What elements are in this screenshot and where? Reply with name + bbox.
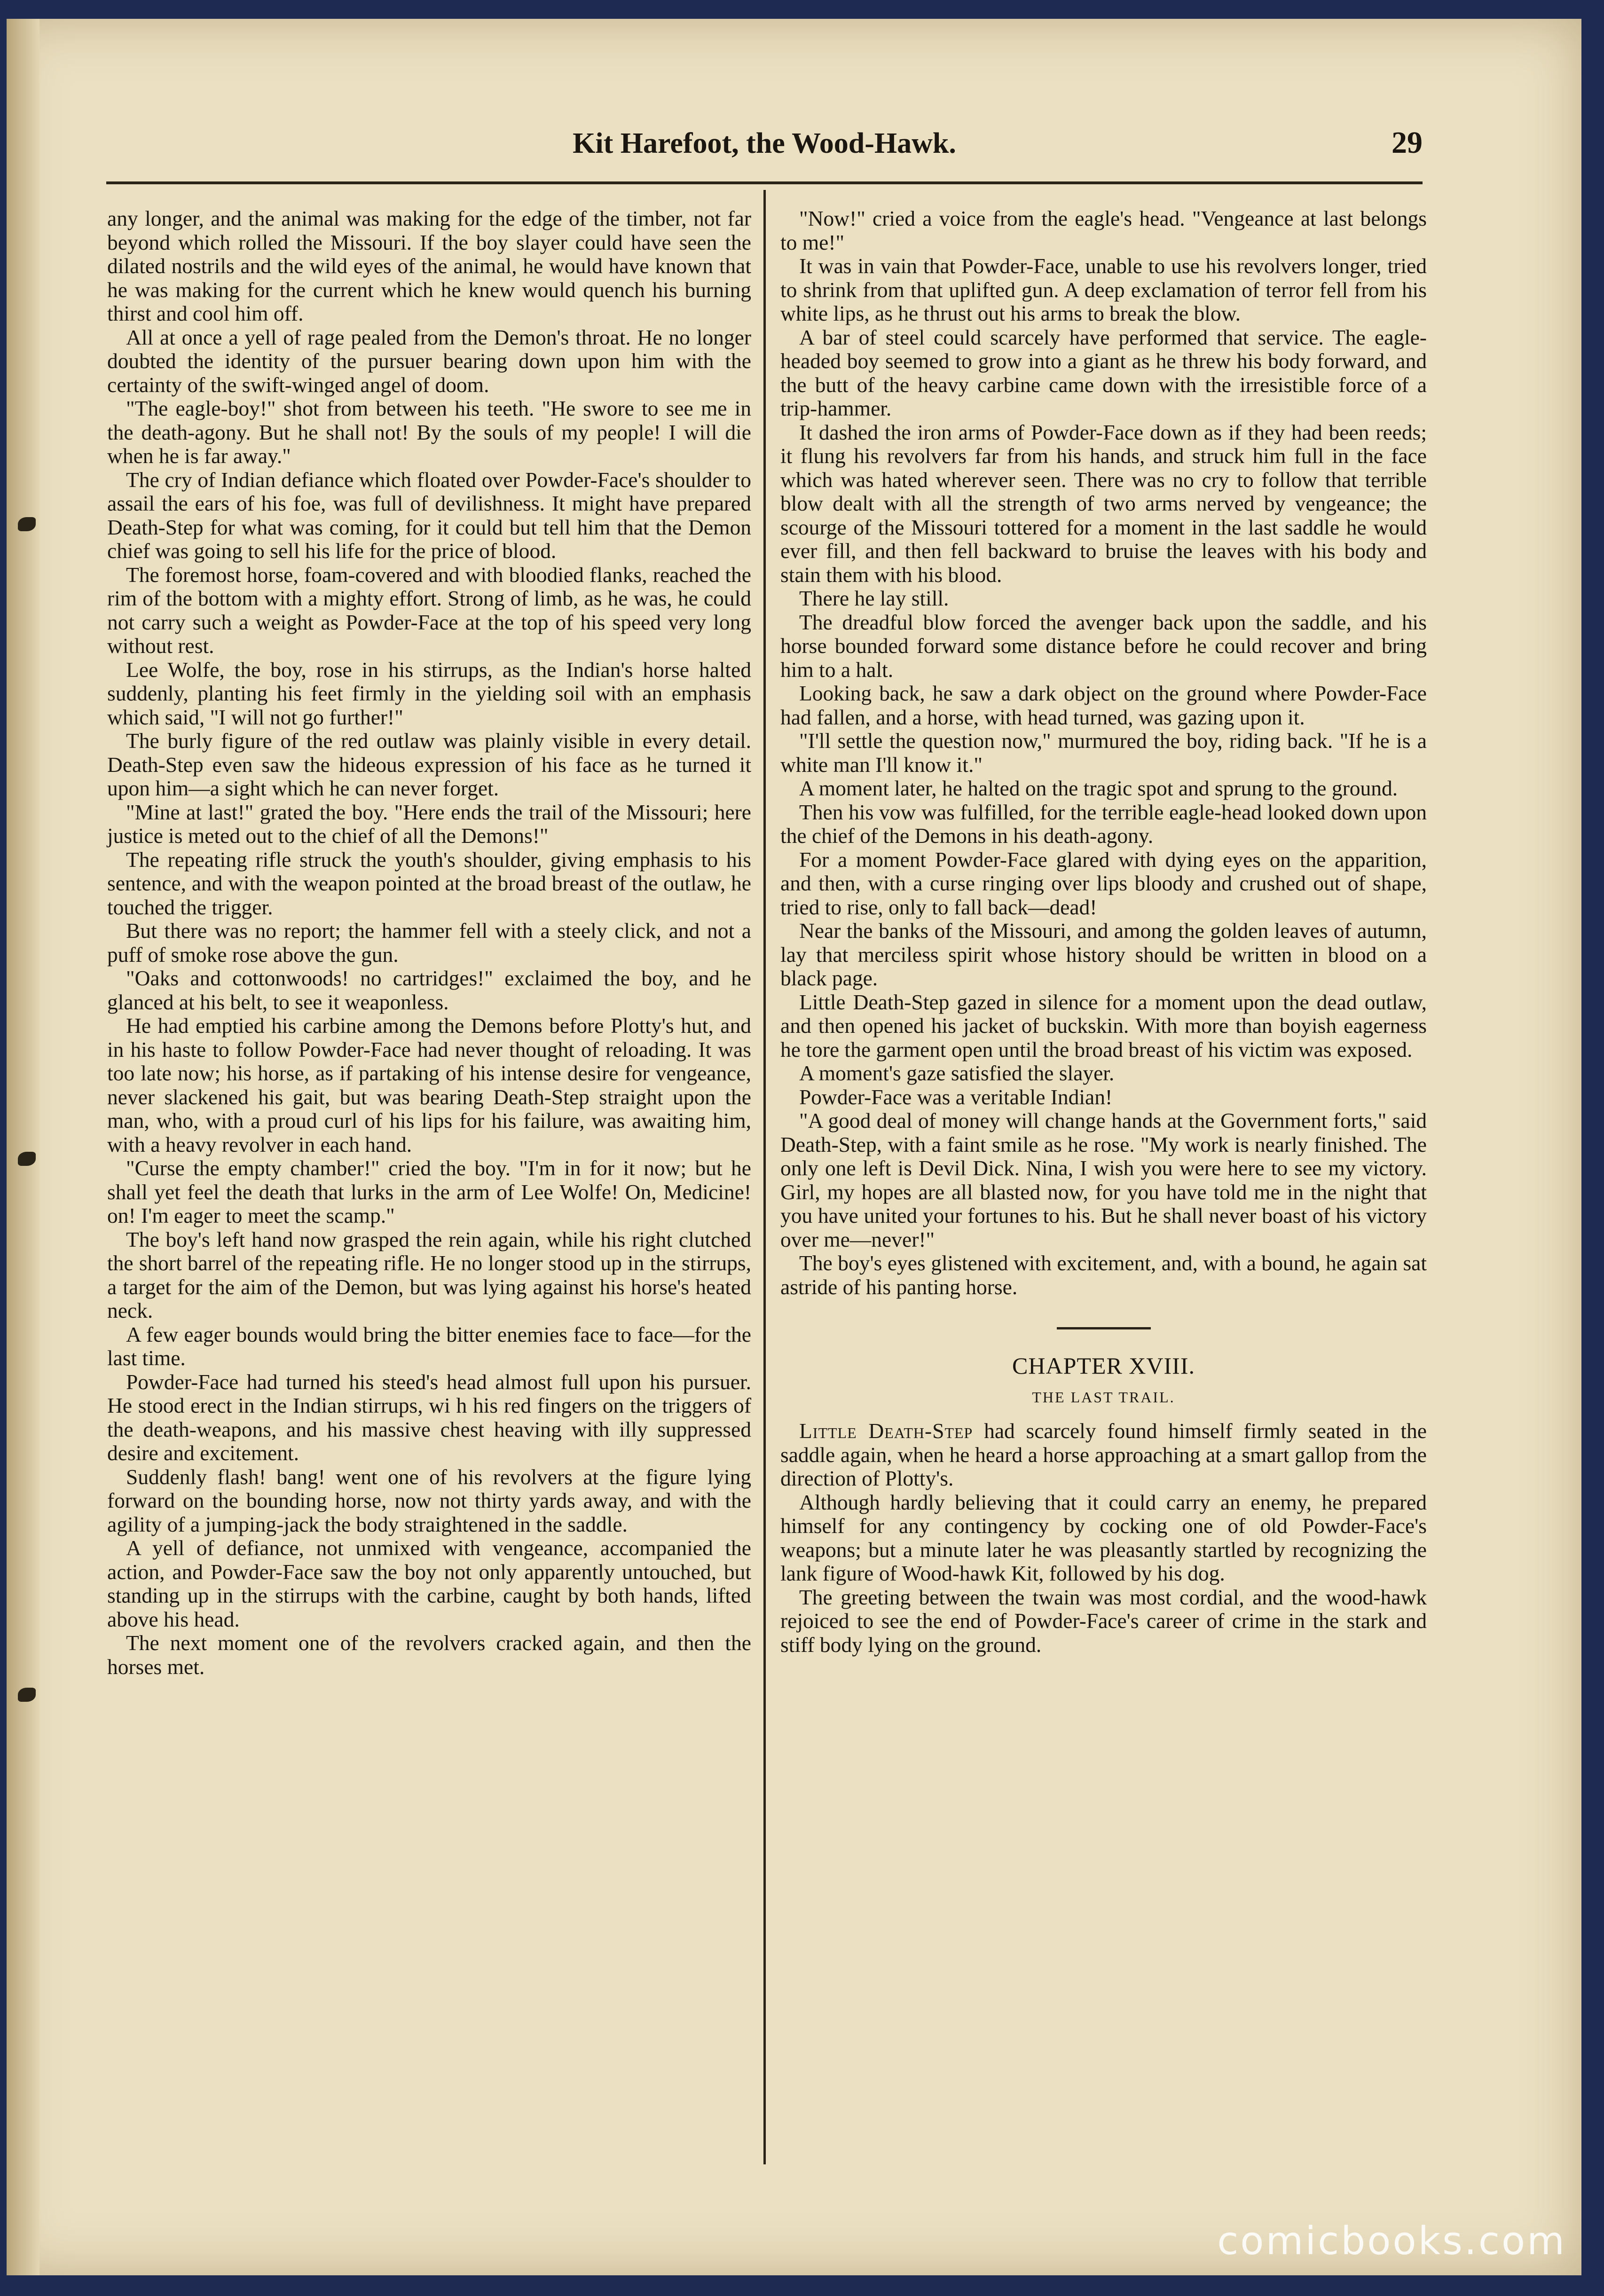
paragraph: A moment later, he halted on the tragic spot and sprung to the ground.	[799, 776, 1398, 800]
paragraph: "Curse the empty chamber!" cried the boy. "I'm in for it now; but he shall yet feel the death that lurks in the arm of Lee Wolfe! On, Medicine! on! I'm eager to meet the scamp."	[107, 1156, 751, 1227]
paragraph: Although hardly believing that it could carry an enemy, he prepared himself for any contingency by cocking one of old Powder-Face's weapons; but a minute later he was pleasantly startled by recognizing the lank figure of Wood-hawk Kit, followed by his dog.	[780, 1490, 1427, 1585]
page-binding-edge	[7, 19, 39, 2275]
chapter-opening-paragraph	[780, 1419, 1427, 1491]
paragraph: Lee Wolfe, the boy, rose in his stirrups, as the Indian's horse halted suddenly, planting his feet firmly in the yielding soil with an emphasis which said, "I will not go further!"	[107, 657, 751, 729]
paragraph: "Mine at last!" grated the boy. "Here ends the trail of the Missouri; here justice is meted out to the chief of all the Demons!"	[107, 800, 751, 848]
paragraph: Looking back, he saw a dark object on the ground where Powder-Face had fallen, and a horse, with head turned, was gazing upon it.	[780, 681, 1427, 729]
paragraph: Powder-Face had turned his steed's head almost full upon his pursuer. He stood erect in the Indian stirrups, wi h his red fingers on the triggers of the death-weapons, and his massive chest heaving with illy suppressed desire and excitement.	[107, 1369, 751, 1465]
paragraph: Then his vow was fulfilled, for the terrible eagle-head looked down upon the chief of the Demons in his death-agony.	[780, 800, 1427, 848]
header-rule	[106, 181, 1423, 184]
paragraph: But there was no report; the hammer fell with a steely click, and not a puff of smoke rose above the gun.	[107, 919, 751, 967]
site-watermark: comicbooks.com	[1217, 2219, 1566, 2264]
binding-staple	[18, 1688, 36, 1702]
paragraph: Little Death-Step gazed in silence for a moment upon the dead outlaw, and then opened his jacket of buckskin. With more than boyish eagerness he tore the garment open until the broad breast of his victim was exposed.	[780, 990, 1427, 1062]
paragraph: All at once a yell of rage pealed from the Demon's throat. He no longer doubted the identity of the pursuer bearing down upon him with the certainty of the swift-winged angel of doom.	[107, 325, 751, 397]
paragraph: The foremost horse, foam-covered and with bloodied flanks, reached the rim of the bottom with a mighty effort. Strong of limb, as he was, he could not carry such a weight as Powder-Face at the top of his speed very long without rest.	[107, 562, 751, 658]
paragraph: The dreadful blow forced the avenger back upon the saddle, and his horse bounded forward some distance before he could recover and bring him to a halt.	[780, 610, 1427, 682]
paragraph: It dashed the iron arms of Powder-Face down as if they had been reeds; it flung his revolvers far from his hands, and struck him full in the face which was hated wherever seen. There was no cry to follow that terrible blow dealt with all the strength of two arms nerved by vengeance; the scourge of the Missouri tottered for a moment in the last saddle he would ever fill, and then fell backward to bruise the leaves with his body and stain them with his blood.	[780, 420, 1427, 587]
paragraph: He had emptied his carbine among the Demons before Plotty's hut, and in his haste to follow Powder-Face had never thought of reloading. It was too late now; his horse, as if partaking of his intense desire for vengeance, never slackened his gait, but was bearing Death-Step straight upon the man, who, with a proud curl of his lips for his failure, was awaiting him, with a heavy revolver in each hand.	[107, 1014, 751, 1156]
paragraph: "Now!" cried a voice from the eagle's head. "Vengeance at last belongs to me!"	[780, 206, 1427, 254]
paragraph: The burly figure of the red outlaw was plainly visible in every detail. Death-Step even saw the hideous expression of his face as he turned it upon him—a sight which he can never forget.	[107, 729, 751, 800]
paragraph: "Oaks and cottonwoods! no cartridges!" exclaimed the boy, and he glanced at his belt, to see it weaponless.	[107, 966, 751, 1014]
chapter-subtitle: THE LAST TRAIL.	[1032, 1388, 1175, 1406]
paragraph: any longer, and the animal was making for the edge of the timber, not far beyond which rolled the Missouri. If the boy slayer could have seen the dilated nostrils and the wild eyes of the animal, he would have known that he was making for the current which he knew would quench his burning thirst and cool him off.	[107, 206, 751, 325]
chapter-lead-in: Little Death-Step	[799, 1419, 973, 1443]
paragraph: A few eager bounds would bring the bitter enemies face to face—for the last time.	[107, 1322, 751, 1370]
chapter-separator-rule	[1057, 1327, 1151, 1329]
running-head	[106, 118, 1423, 170]
binding-staple	[18, 517, 36, 531]
paragraph: A bar of steel could scarcely have performed that service. The eagle-headed boy seemed to grow into a giant as he threw his body forward, and the butt of the heavy carbine came down with the irresistible force of a trip-hammer.	[780, 325, 1427, 420]
chapter-title: CHAPTER XVIII.	[1012, 1352, 1195, 1379]
chapter-opening-text: had scarcely found himself firmly seated in the saddle again, when he heard a horse approaching at a smart gallop from the direction of Plotty's.	[780, 1419, 1427, 1490]
paragraph: The boy's eyes glistened with excitement, and, with a bound, he again sat astride of his panting horse.	[780, 1251, 1427, 1299]
paragraph: A moment's gaze satisfied the slayer.	[799, 1061, 1115, 1085]
paragraph: "The eagle-boy!" shot from between his teeth. "He swore to see me in the death-agony. But he shall not! By the souls of my people! I will die when he is far away."	[107, 396, 751, 468]
paragraph: It was in vain that Powder-Face, unable to use his revolvers longer, tried to shrink from that uplifted gun. A deep exclamation of terror fell from his white lips, as he thrust out his arms to break the blow.	[780, 254, 1427, 325]
paragraph: The next moment one of the revolvers cracked again, and then the horses met.	[107, 1631, 751, 1679]
paragraph: The boy's left hand now grasped the rein again, while his right clutched the short barrel of the repeating rifle. He no longer stood up in the stirrups, a target for the aim of the Demon, but was lying against his horse's heated neck.	[107, 1227, 751, 1322]
binding-staple	[18, 1152, 36, 1166]
paragraph: For a moment Powder-Face glared with dying eyes on the apparition, and then, with a curse ringing over lips bloody and crushed out of shape, tried to rise, only to fall back—dead!	[780, 847, 1427, 919]
column-divider	[763, 190, 766, 2164]
right-column	[780, 207, 1427, 1657]
paragraph: "A good deal of money will change hands at the Government forts," said Death-Step, with a faint smile as he rose. "My work is nearly finished. The only one left is Devil Dick. Nina, I wish you were here to see my victory. Girl, my hopes are all blasted now, for you have told me in the night that you have united your fortunes to his. But he shall never boast of his victory over me—never!"	[780, 1109, 1427, 1251]
running-title: Kit Harefoot, the Wood-Hawk.	[573, 127, 956, 159]
paragraph: "I'll settle the question now," murmured the boy, riding back. "If he is a white man I'll know it."	[780, 729, 1427, 777]
left-column	[107, 207, 751, 1679]
paragraph: The greeting between the twain was most cordial, and the wood-hawk rejoiced to see the end of Powder-Face's career of crime in the stark and stiff body lying on the ground.	[780, 1585, 1427, 1657]
paragraph: The cry of Indian defiance which floated over Powder-Face's shoulder to assail the ears of his foe, was full of devilishness. It might have prepared Death-Step for what was coming, for it could but tell him that the Demon chief was going to sell his life for the price of blood.	[107, 467, 751, 563]
paragraph: There he lay still.	[799, 586, 949, 610]
paragraph: Suddenly flash! bang! went one of his revolvers at the figure lying forward on the bounding horse, now not thirty yards away, and with the agility of a jumping-jack the body straightened in the saddle.	[107, 1464, 751, 1536]
paragraph: Near the banks of the Missouri, and among the golden leaves of autumn, lay that merciless spirit whose history should be written in blood on a black page.	[780, 919, 1427, 990]
paragraph: Powder-Face was a veritable Indian!	[799, 1085, 1113, 1109]
paragraph: A yell of defiance, not unmixed with vengeance, accompanied the action, and Powder-Face saw the boy not only apparently untouched, but standing up in the stirrups with the carbine, caught by both hands, lifted above his head.	[107, 1536, 751, 1631]
page-number: 29	[1392, 126, 1423, 160]
paragraph: The repeating rifle struck the youth's shoulder, giving emphasis to his sentence, and with the weapon pointed at the broad breast of the outlaw, he touched the trigger.	[107, 847, 751, 919]
